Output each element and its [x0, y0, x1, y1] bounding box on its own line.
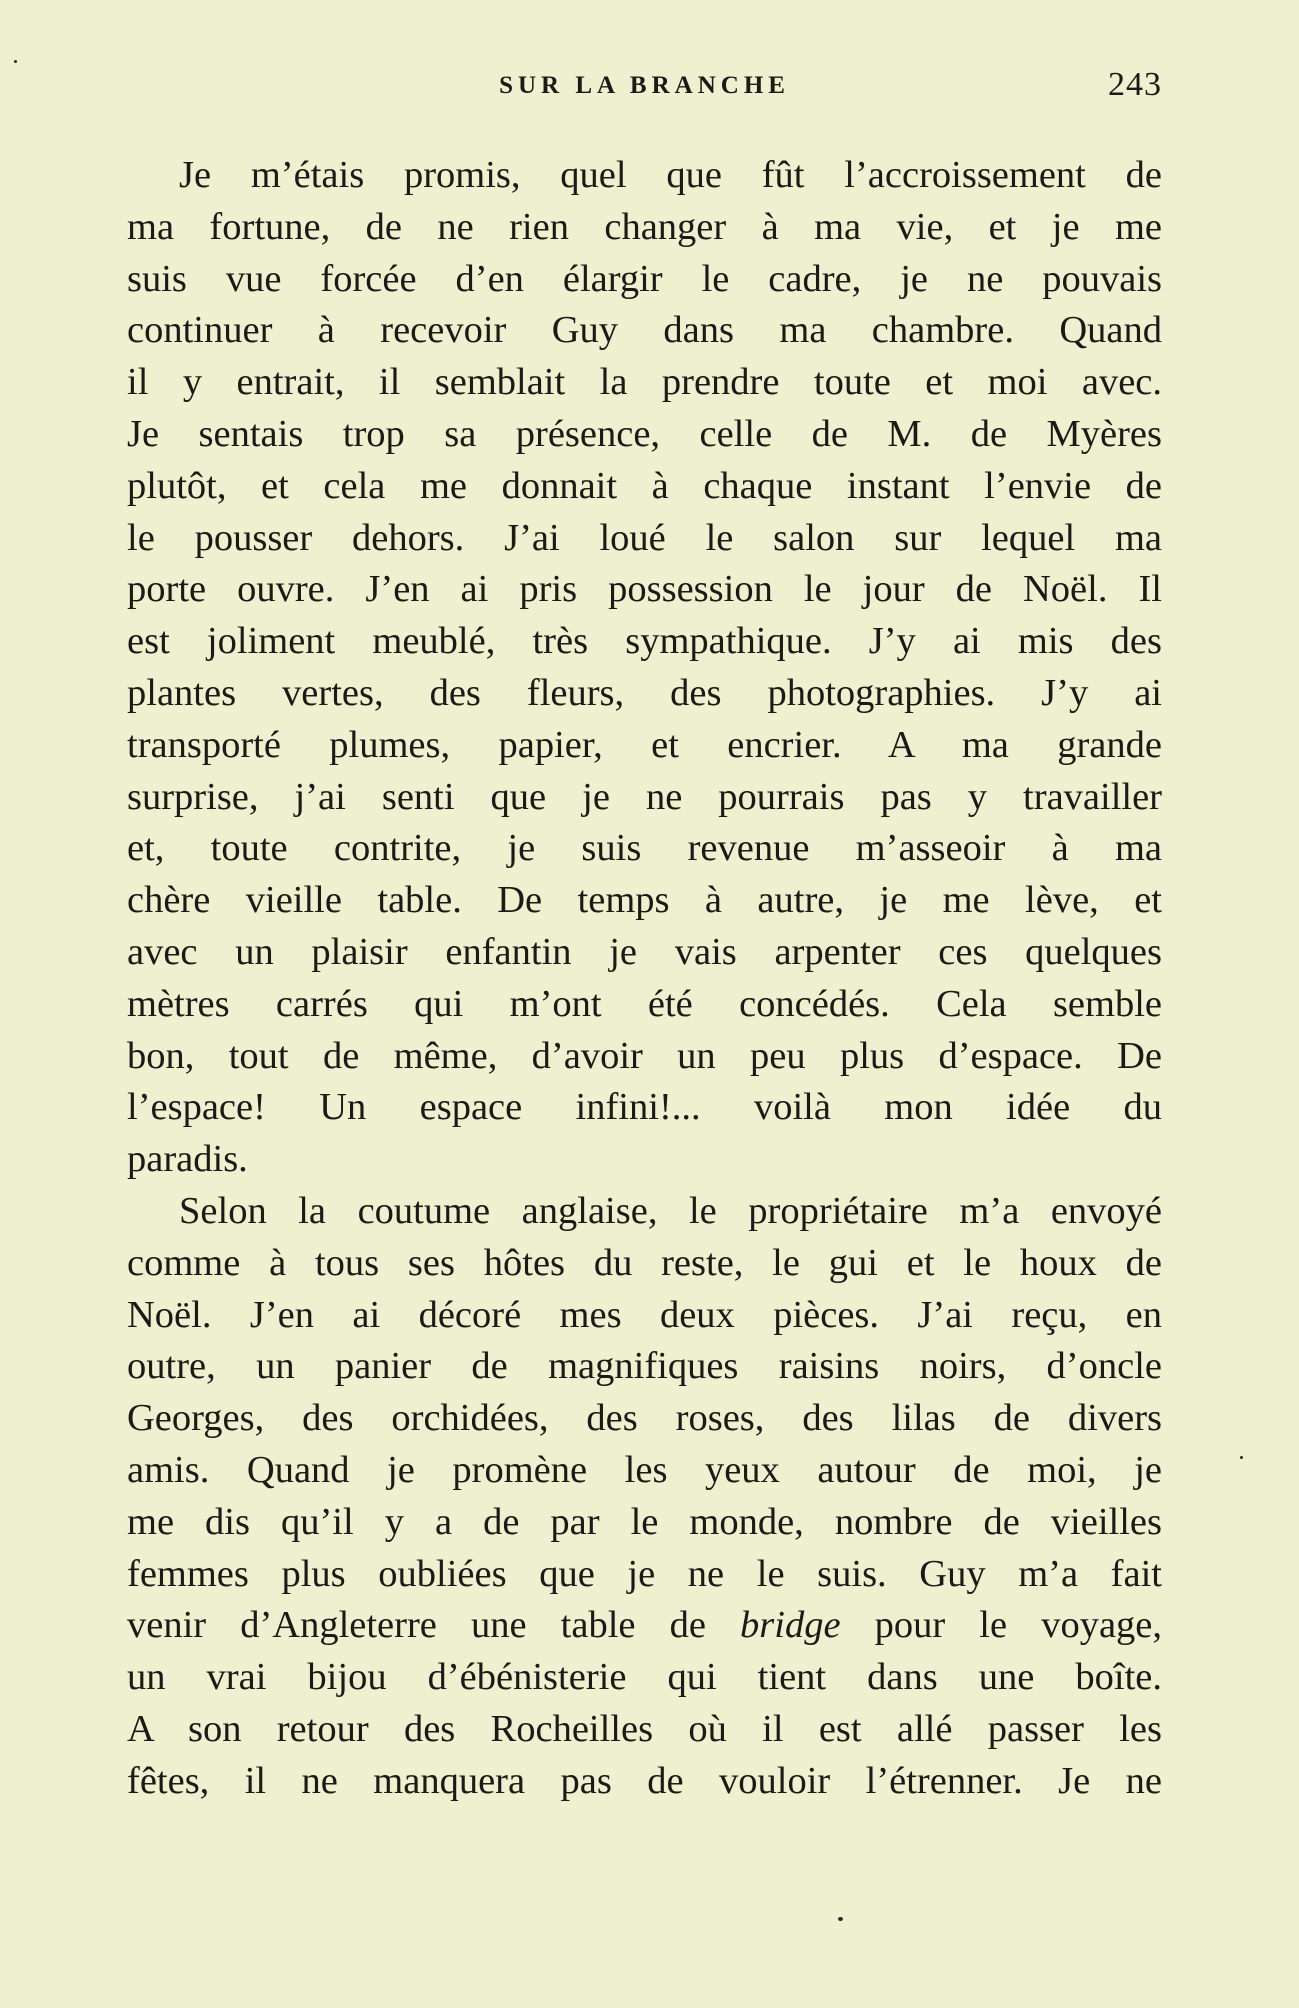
text-line: l’espace! Un espace infini!... voilà mon idée du — [127, 1086, 1162, 1129]
paper-speck — [14, 60, 17, 63]
text-line: surprise, j’ai senti que je ne pourrais pas y travailler — [127, 775, 1162, 818]
text-line: plantes vertes, des fleurs, des photographies. J’y ai — [127, 671, 1162, 714]
text-line: mètres carrés qui m’ont été concédés. Cela semble — [127, 982, 1162, 1025]
text-line: chère vieille table. De temps à autre, je me lève, et — [127, 879, 1162, 922]
text-line: femmes plus oubliées que je ne le suis. Guy m’a fait — [127, 1552, 1162, 1595]
running-head — [127, 68, 1162, 112]
text-line: fêtes, il ne manquera pas de vouloir l’étrenner. Je ne — [127, 1759, 1162, 1802]
text-line: comme à tous ses hôtes du reste, le gui et le houx de — [127, 1241, 1162, 1284]
page-number: 243 — [1108, 66, 1162, 103]
text-line: avec un plaisir enfantin je vais arpenter ces quelques — [127, 930, 1162, 973]
text-line: porte ouvre. J’en ai pris possession le jour de Noël. Il — [127, 568, 1162, 611]
italic-word: bridge — [740, 1604, 841, 1647]
text-line: paradis. — [127, 1138, 248, 1181]
text-line: Selon la coutume anglaise, le propriétaire m’a envoyé — [179, 1189, 1162, 1232]
text-line: plutôt, et cela me donnait à chaque instant l’envie de — [127, 464, 1162, 507]
text-line: Georges, des orchidées, des roses, des lilas de divers — [127, 1397, 1162, 1440]
text-line: et, toute contrite, je suis revenue m’asseoir à ma — [127, 827, 1162, 870]
paper-speck — [1240, 1456, 1243, 1459]
text-line: le pousser dehors. J’ai loué le salon sur lequel ma — [127, 516, 1162, 559]
text-line: Je m’étais promis, quel que fût l’accroissement de — [179, 154, 1162, 196]
text-line: est joliment meublé, très sympathique. J’y ai mis des — [127, 620, 1162, 663]
body-text — [127, 150, 1162, 1808]
text-line: un vrai bijou d’ébénisterie qui tient dans une boîte. — [127, 1656, 1162, 1699]
text-line: Je sentais trop sa présence, celle de M. de Myères — [127, 412, 1162, 455]
text-segment: pour le voyage, — [840, 1604, 1162, 1647]
paper-speck — [838, 1917, 843, 1921]
text-line: me dis qu’il y a de par le monde, nombre de vieilles — [127, 1500, 1162, 1543]
paragraph-1 — [127, 150, 1162, 1186]
text-line: bon, tout de même, d’avoir un peu plus d’espace. De — [127, 1034, 1162, 1077]
text-line: outre, un panier de magnifiques raisins noirs, d’oncle — [127, 1345, 1162, 1388]
text-segment: venir d’Angleterre une table de — [127, 1604, 741, 1647]
text-line: transporté plumes, papier, et encrier. A ma grande — [127, 723, 1162, 766]
paragraph-2 — [127, 1186, 1162, 1808]
text-line: il y entrait, il semblait la prendre toute et moi avec. — [127, 361, 1162, 404]
text-line — [127, 1600, 1162, 1652]
text-line: ma fortune, de ne rien changer à ma vie, et je me — [127, 205, 1162, 248]
text-line: amis. Quand je promène les yeux autour de moi, je — [127, 1448, 1162, 1491]
text-line: Noël. J’en ai décoré mes deux pièces. J’ai reçu, en — [127, 1293, 1162, 1336]
text-line: A son retour des Rocheilles où il est allé passer les — [127, 1707, 1162, 1750]
text-line: continuer à recevoir Guy dans ma chambre. Quand — [127, 309, 1162, 352]
running-title: SUR LA BRANCHE — [499, 72, 790, 99]
text-line: suis vue forcée d’en élargir le cadre, je ne pouvais — [127, 257, 1162, 300]
